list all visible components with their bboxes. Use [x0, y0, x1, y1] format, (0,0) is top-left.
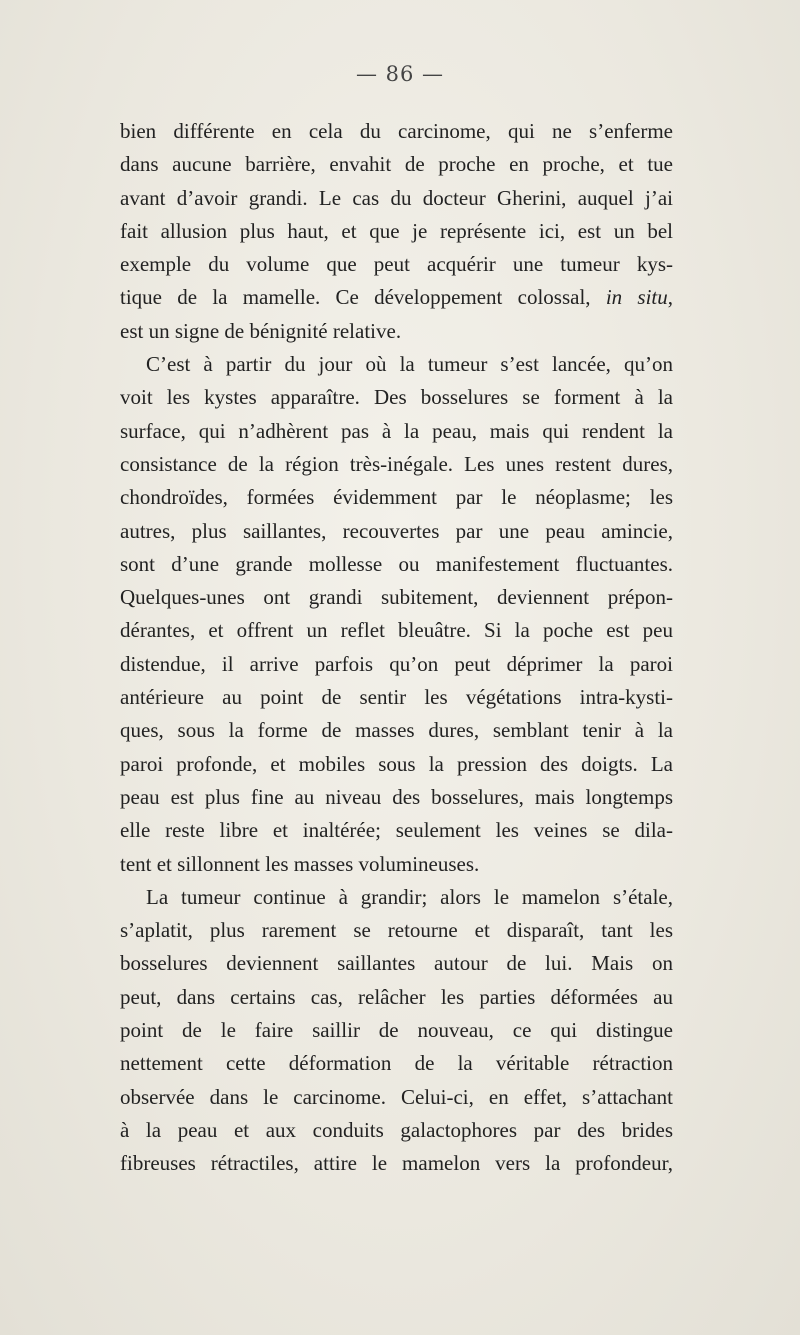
text-line: ques, sous la forme de masses dures, semblant tenir à la [120, 718, 673, 743]
text-line: dans aucune barrière, envahit de proche en proche, et tue [120, 152, 673, 177]
text-line: tique de la mamelle. Ce développement colossal, in situ, [120, 285, 673, 310]
text-line: bosselures deviennent saillantes autour de lui. Mais on [120, 951, 673, 976]
text-line: tent et sillonnent les masses volumineuses. [120, 851, 480, 876]
text-line: avant d’avoir grandi. Le cas du docteur Gherini, auquel j’ai [120, 185, 673, 210]
text-line: sont d’une grande mollesse ou manifestement fluctuantes. [120, 551, 673, 576]
text-line: surface, qui n’adhèrent pas à la peau, mais qui rendent la [120, 418, 673, 443]
text-line: elle reste libre et inaltérée; seulement les veines se dila- [120, 818, 673, 843]
text-line: antérieure au point de sentir les végétations intra-kysti- [120, 685, 673, 710]
text-line: consistance de la région très-inégale. Les unes restent dures, [120, 451, 673, 476]
page-number: — 86 — [355, 62, 445, 86]
text-line: s’aplatit, plus rarement se retourne et disparaît, tant les [120, 918, 673, 943]
text-line: paroi profonde, et mobiles sous la pression des doigts. La [120, 751, 673, 776]
text-line: autres, plus saillantes, recouvertes par une peau amincie, [120, 518, 673, 543]
text-line: C’est à partir du jour où la tumeur s’est lancée, qu’on [146, 352, 673, 377]
text-line: Quelques-unes ont grandi subitement, deviennent prépon- [120, 585, 673, 610]
text-line: exemple du volume que peut acquérir une tumeur kys- [120, 252, 673, 277]
text-line: distendue, il arrive parfois qu’on peut déprimer la paroi [120, 651, 673, 676]
body-text [120, 115, 673, 1181]
text-line: bien différente en cela du carcinome, qui ne s’enferme [120, 119, 673, 143]
text-line: fait allusion plus haut, et que je représente ici, est un bel [120, 218, 673, 243]
text-line: dérantes, et offrent un reflet bleuâtre. Si la poche est peu [120, 618, 673, 643]
text-line: chondroïdes, formées évidemment par le néoplasme; les [120, 485, 673, 510]
text-line: peut, dans certains cas, relâcher les parties déformées au [120, 984, 673, 1009]
text-line: est un signe de bénignité relative. [120, 318, 402, 343]
text-line: fibreuses rétractiles, attire le mamelon vers la profondeur, [120, 1151, 673, 1176]
text-line: voit les kystes apparaître. Des bosselures se forment à la [120, 385, 673, 410]
text-line: à la peau et aux conduits galactophores par des brides [120, 1117, 673, 1142]
text-line: nettement cette déformation de la véritable rétraction [120, 1051, 673, 1076]
text-line: peau est plus fine au niveau des bosselures, mais longtemps [120, 784, 673, 809]
text-line: La tumeur continue à grandir; alors le mamelon s’étale, [146, 884, 673, 909]
text-line: point de le faire saillir de nouveau, ce qui distingue [120, 1018, 673, 1043]
text-line: observée dans le carcinome. Celui-ci, en effet, s’attachant [120, 1084, 673, 1109]
